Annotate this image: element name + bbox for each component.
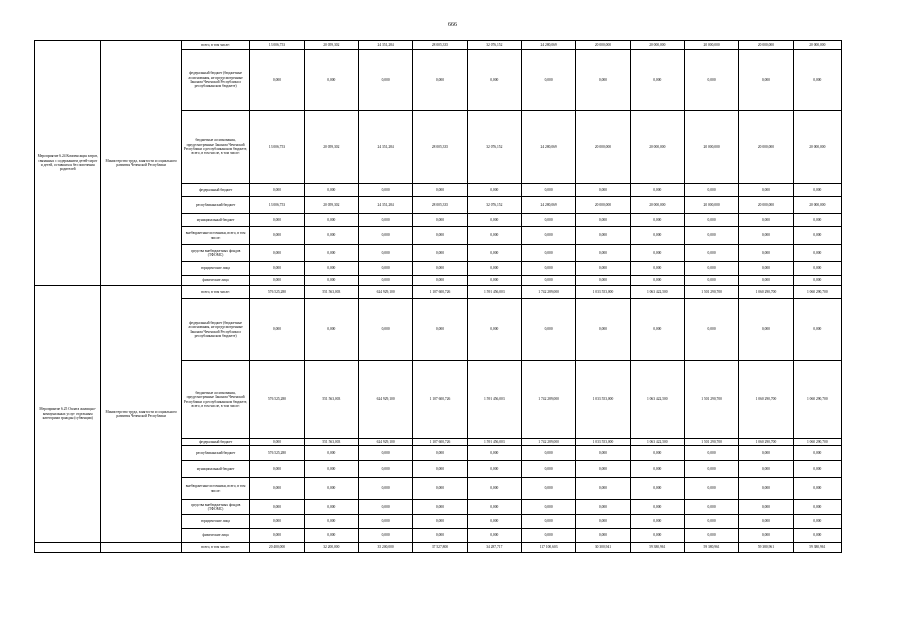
amount-cell: 0,000 xyxy=(521,50,575,111)
amount-cell: 0,000 xyxy=(521,214,575,227)
amount-cell: 0,000 xyxy=(684,276,738,286)
amount-cell: 0,000 xyxy=(739,478,793,500)
amount-cell: 0,000 xyxy=(521,227,575,245)
amount-cell: 0,000 xyxy=(630,529,684,543)
amount-cell: 0,000 xyxy=(521,529,575,543)
amount-cell: 0,000 xyxy=(684,515,738,529)
amount-cell: 0,000 xyxy=(576,245,630,262)
amount-cell: 1 742 289,000 xyxy=(521,286,575,299)
amount-cell: 0,000 xyxy=(630,500,684,515)
amount-cell: 0,000 xyxy=(250,500,304,515)
amount-cell: 0,000 xyxy=(576,184,630,197)
amount-cell: 0,000 xyxy=(413,262,467,276)
amount-cell: 59 380,961 xyxy=(630,543,684,553)
amount-cell: 0,000 xyxy=(576,500,630,515)
amount-cell: 20 000,000 xyxy=(739,111,793,184)
funding-source-cell: республиканский бюджет xyxy=(181,197,249,214)
amount-cell: 0,000 xyxy=(467,227,521,245)
funding-source-cell: всего, в том числе: xyxy=(181,286,249,299)
amount-cell: 0,000 xyxy=(739,50,793,111)
amount-cell: 0,000 xyxy=(358,262,412,276)
funding-source-cell: муниципальный бюджет xyxy=(181,461,249,478)
amount-cell: 0,000 xyxy=(250,262,304,276)
amount-cell: 0,000 xyxy=(793,515,841,529)
amount-cell: 0,000 xyxy=(358,500,412,515)
amount-cell: 576 525,280 xyxy=(250,286,304,299)
amount-cell: 0,000 xyxy=(521,184,575,197)
executor-cell: Министерство труда, занятости и социального развития Чеченской Республики xyxy=(101,286,181,543)
amount-cell: 0,000 xyxy=(413,515,467,529)
amount-cell: 13 006,753 xyxy=(250,197,304,214)
amount-cell: 1 501 290,700 xyxy=(684,361,738,439)
amount-cell: 0,000 xyxy=(684,214,738,227)
amount-cell: 32 076,152 xyxy=(467,197,521,214)
amount-cell: 0,000 xyxy=(413,299,467,361)
amount-cell: 0,000 xyxy=(358,184,412,197)
amount-cell: 1 742 289,000 xyxy=(521,361,575,439)
amount-cell: 0,000 xyxy=(413,50,467,111)
amount-cell: 0,000 xyxy=(793,461,841,478)
amount-cell: 0,000 xyxy=(739,245,793,262)
amount-cell: 1 060 290,700 xyxy=(739,439,793,446)
amount-cell: 0,000 xyxy=(304,262,358,276)
amount-cell: 0,000 xyxy=(739,262,793,276)
amount-cell: 20 000,000 xyxy=(576,41,630,50)
amount-cell: 0,000 xyxy=(358,276,412,286)
amount-cell: 0,000 xyxy=(250,439,304,446)
amount-cell: 0,000 xyxy=(630,245,684,262)
amount-cell: 0,000 xyxy=(630,50,684,111)
amount-cell: 0,000 xyxy=(793,227,841,245)
amount-cell: 0,000 xyxy=(793,500,841,515)
amount-cell: 0,000 xyxy=(630,276,684,286)
amount-cell: 0,000 xyxy=(739,529,793,543)
amount-cell: 0,000 xyxy=(684,461,738,478)
amount-cell: 0,000 xyxy=(413,184,467,197)
funding-source-cell: физические лица xyxy=(181,529,249,543)
amount-cell: 0,000 xyxy=(358,529,412,543)
amount-cell: 0,000 xyxy=(250,515,304,529)
amount-cell: 0,000 xyxy=(304,515,358,529)
measure-name-cell: Мероприятие 6.25 Оплата жилищно-коммунальных услуг отдельным категориям граждан (субвенции) xyxy=(35,286,101,543)
amount-cell: 0,000 xyxy=(576,214,630,227)
amount-cell: 1 060 290,700 xyxy=(793,286,841,299)
amount-cell: 0,000 xyxy=(793,529,841,543)
amount-cell: 0,000 xyxy=(467,262,521,276)
amount-cell: 0,000 xyxy=(467,446,521,461)
amount-cell: 20 059,302 xyxy=(304,197,358,214)
funding-source-cell: федеральный бюджет (бюджетные ассигнования, не предусмотренные Законом Чеченской Республики о республиканском бюджете) xyxy=(181,50,249,111)
amount-cell: 0,000 xyxy=(793,262,841,276)
amount-cell: 0,000 xyxy=(521,446,575,461)
amount-cell: 24 280,069 xyxy=(521,41,575,50)
amount-cell: 20 000,000 xyxy=(630,111,684,184)
amount-cell: 0,000 xyxy=(250,50,304,111)
amount-cell: 0,000 xyxy=(413,529,467,543)
amount-cell: 0,000 xyxy=(576,276,630,286)
amount-cell: 117 100,603 xyxy=(521,543,575,553)
amount-cell: 0,000 xyxy=(250,299,304,361)
amount-cell: 24 280,069 xyxy=(521,197,575,214)
amount-cell: 624 929,100 xyxy=(358,361,412,439)
amount-cell: 551 563,003 xyxy=(304,439,358,446)
amount-cell: 0,000 xyxy=(521,478,575,500)
amount-cell: 20 400,000 xyxy=(250,543,304,553)
amount-cell: 0,000 xyxy=(576,446,630,461)
amount-cell: 0,000 xyxy=(739,515,793,529)
amount-cell: 0,000 xyxy=(576,299,630,361)
amount-cell: 0,000 xyxy=(358,227,412,245)
amount-cell: 0,000 xyxy=(576,227,630,245)
amount-cell: 0,000 xyxy=(793,184,841,197)
amount-cell: 0,000 xyxy=(793,276,841,286)
amount-cell: 0,000 xyxy=(467,500,521,515)
amount-cell: 0,000 xyxy=(630,262,684,276)
amount-cell: 0,000 xyxy=(630,478,684,500)
amount-cell: 0,000 xyxy=(304,276,358,286)
amount-cell: 0,000 xyxy=(467,50,521,111)
amount-cell: 0,000 xyxy=(684,227,738,245)
funding-source-cell: федеральный бюджет xyxy=(181,184,249,197)
funding-source-cell: внебюджетные источники, всего, в том числе: xyxy=(181,227,249,245)
amount-cell: 1 501 290,700 xyxy=(684,439,738,446)
amount-cell: 0,000 xyxy=(630,227,684,245)
amount-cell: 1 060 290,700 xyxy=(739,286,793,299)
amount-cell: 0,000 xyxy=(358,299,412,361)
amount-cell: 0,000 xyxy=(793,214,841,227)
amount-cell: 576 525,280 xyxy=(250,361,304,439)
amount-cell: 0,000 xyxy=(358,461,412,478)
amount-cell: 0,000 xyxy=(467,299,521,361)
amount-cell: 0,000 xyxy=(467,245,521,262)
funding-source-cell: всего, в том числе: xyxy=(181,543,249,553)
amount-cell: 24 351,284 xyxy=(358,111,412,184)
amount-cell: 0,000 xyxy=(358,50,412,111)
amount-cell: 0,000 xyxy=(684,529,738,543)
amount-cell: 20 000,000 xyxy=(630,41,684,50)
amount-cell: 0,000 xyxy=(358,214,412,227)
amount-cell: 0,000 xyxy=(576,262,630,276)
funding-source-cell: муниципальный бюджет xyxy=(181,214,249,227)
amount-cell: 0,000 xyxy=(250,478,304,500)
amount-cell: 0,000 xyxy=(413,227,467,245)
amount-cell: 37 527,800 xyxy=(413,543,467,553)
amount-cell: 0,000 xyxy=(358,245,412,262)
amount-cell: 20 000,000 xyxy=(739,197,793,214)
amount-cell: 0,000 xyxy=(304,500,358,515)
funding-source-cell: физические лица xyxy=(181,276,249,286)
amount-cell: 0,000 xyxy=(684,478,738,500)
amount-cell: 1 063 422,500 xyxy=(630,361,684,439)
funding-source-cell: средства внебюджетных фондов (ТФОМС) xyxy=(181,500,249,515)
amount-cell: 1 033 553,000 xyxy=(576,286,630,299)
amount-cell: 28 005,335 xyxy=(413,111,467,184)
amount-cell: 0,000 xyxy=(358,446,412,461)
amount-cell: 0,000 xyxy=(739,299,793,361)
amount-cell: 0,000 xyxy=(413,214,467,227)
amount-cell: 28 005,335 xyxy=(413,197,467,214)
amount-cell: 0,000 xyxy=(684,446,738,461)
amount-cell: 0,000 xyxy=(250,227,304,245)
funding-source-cell: бюджетные ассигнования, предусмотренные Законом Чеченской Республики о республиканском бюджете, всего, в том числе, в том числе: xyxy=(181,361,249,439)
amount-cell: 0,000 xyxy=(304,214,358,227)
funding-source-cell: республиканский бюджет xyxy=(181,446,249,461)
amount-cell: 0,000 xyxy=(576,461,630,478)
amount-cell: 0,000 xyxy=(521,461,575,478)
amount-cell: 20 000,000 xyxy=(684,111,738,184)
amount-cell: 0,000 xyxy=(521,262,575,276)
amount-cell: 0,000 xyxy=(304,50,358,111)
amount-cell: 1 063 422,500 xyxy=(630,286,684,299)
amount-cell: 0,000 xyxy=(304,478,358,500)
amount-cell: 0,000 xyxy=(684,500,738,515)
amount-cell: 0,000 xyxy=(467,214,521,227)
amount-cell: 0,000 xyxy=(739,227,793,245)
amount-cell: 30 300,941 xyxy=(576,543,630,553)
funding-source-cell: всего, в том числе: xyxy=(181,41,249,50)
amount-cell: 1 107 600,726 xyxy=(413,361,467,439)
amount-cell: 1 060 290,700 xyxy=(793,361,841,439)
amount-cell: 0,000 xyxy=(304,245,358,262)
amount-cell: 1 033 553,000 xyxy=(576,439,630,446)
amount-cell: 0,000 xyxy=(521,500,575,515)
amount-cell: 0,000 xyxy=(630,515,684,529)
amount-cell: 20 059,302 xyxy=(304,111,358,184)
amount-cell: 0,000 xyxy=(521,299,575,361)
amount-cell: 0,000 xyxy=(739,214,793,227)
amount-cell: 0,000 xyxy=(467,184,521,197)
amount-cell: 0,000 xyxy=(521,515,575,529)
empty-cell xyxy=(35,543,101,553)
amount-cell: 34 287,717 xyxy=(467,543,521,553)
amount-cell: 0,000 xyxy=(304,299,358,361)
amount-cell: 0,000 xyxy=(739,461,793,478)
amount-cell: 0,000 xyxy=(467,515,521,529)
amount-cell: 0,000 xyxy=(413,478,467,500)
amount-cell: 1 063 422,500 xyxy=(630,439,684,446)
amount-cell: 20 000,000 xyxy=(793,111,841,184)
amount-cell: 0,000 xyxy=(467,478,521,500)
amount-cell: 13 006,753 xyxy=(250,111,304,184)
amount-cell: 1 591 456,003 xyxy=(467,361,521,439)
amount-cell: 20 059,302 xyxy=(304,41,358,50)
amount-cell: 0,000 xyxy=(576,529,630,543)
amount-cell: 0,000 xyxy=(304,227,358,245)
amount-cell: 59 380,961 xyxy=(684,543,738,553)
amount-cell: 1 591 456,003 xyxy=(467,286,521,299)
amount-cell: 624 929,100 xyxy=(358,439,412,446)
funding-source-cell: средства внебюджетных фондов (ТФОМС) xyxy=(181,245,249,262)
amount-cell: 0,000 xyxy=(467,461,521,478)
amount-cell: 35 200,000 xyxy=(358,543,412,553)
amount-cell: 0,000 xyxy=(576,515,630,529)
amount-cell: 0,000 xyxy=(304,184,358,197)
amount-cell: 1 060 290,700 xyxy=(739,361,793,439)
amount-cell: 0,000 xyxy=(250,529,304,543)
amount-cell: 0,000 xyxy=(739,446,793,461)
amount-cell: 13 006,753 xyxy=(250,41,304,50)
funding-source-cell: федеральный бюджет xyxy=(181,439,249,446)
amount-cell: 32 200,000 xyxy=(304,543,358,553)
amount-cell: 0,000 xyxy=(793,446,841,461)
amount-cell: 0,000 xyxy=(304,529,358,543)
amount-cell: 0,000 xyxy=(793,245,841,262)
page-number: 666 xyxy=(448,22,457,28)
amount-cell: 0,000 xyxy=(576,478,630,500)
amount-cell: 24 280,069 xyxy=(521,111,575,184)
amount-cell: 1 591 456,003 xyxy=(467,439,521,446)
amount-cell: 0,000 xyxy=(521,245,575,262)
funding-source-cell: бюджетные ассигнования, предусмотренные Законом Чеченской Республики о республиканском бюджете, всего, в том числе, в том числе: xyxy=(181,111,249,184)
amount-cell: 0,000 xyxy=(739,276,793,286)
executor-cell: Министерство труда, занятости и социального развития Чеченской Республики xyxy=(101,41,181,286)
amount-cell: 20 000,000 xyxy=(793,41,841,50)
amount-cell: 20 000,000 xyxy=(576,197,630,214)
table-row xyxy=(35,543,842,553)
amount-cell: 0,000 xyxy=(739,184,793,197)
amount-cell: 28 005,335 xyxy=(413,41,467,50)
amount-cell: 0,000 xyxy=(250,276,304,286)
amount-cell: 1 742 289,000 xyxy=(521,439,575,446)
amount-cell: 0,000 xyxy=(684,245,738,262)
amount-cell: 0,000 xyxy=(413,446,467,461)
amount-cell: 1 060 290,700 xyxy=(793,439,841,446)
amount-cell: 576 525,280 xyxy=(250,446,304,461)
amount-cell: 0,000 xyxy=(250,184,304,197)
funding-source-cell: внебюджетные источники, всего, в том числе: xyxy=(181,478,249,500)
amount-cell: 1 107 600,726 xyxy=(413,439,467,446)
amount-cell: 20 000,000 xyxy=(576,111,630,184)
amount-cell: 20 000,000 xyxy=(793,197,841,214)
amount-cell: 0,000 xyxy=(413,500,467,515)
amount-cell: 0,000 xyxy=(684,299,738,361)
amount-cell: 0,000 xyxy=(793,50,841,111)
amount-cell: 624 929,100 xyxy=(358,286,412,299)
amount-cell: 0,000 xyxy=(467,529,521,543)
amount-cell: 0,000 xyxy=(684,262,738,276)
amount-cell: 1 107 600,726 xyxy=(413,286,467,299)
amount-cell: 0,000 xyxy=(630,461,684,478)
funding-source-cell: юридические лица xyxy=(181,262,249,276)
amount-cell: 0,000 xyxy=(304,461,358,478)
amount-cell: 32 076,152 xyxy=(467,41,521,50)
measure-name-cell: Мероприятие 6.24 Компенсация затрат, связанных с содержанием детей-сирот и детей, оставшихся без попечения родителей xyxy=(35,41,101,286)
funding-source-cell: юридические лица xyxy=(181,515,249,529)
amount-cell: 0,000 xyxy=(358,515,412,529)
amount-cell: 0,000 xyxy=(467,276,521,286)
amount-cell: 20 000,000 xyxy=(684,197,738,214)
amount-cell: 0,000 xyxy=(358,478,412,500)
amount-cell: 0,000 xyxy=(630,184,684,197)
amount-cell: 0,000 xyxy=(684,184,738,197)
table-row xyxy=(35,41,842,50)
amount-cell: 0,000 xyxy=(630,446,684,461)
amount-cell: 551 563,003 xyxy=(304,361,358,439)
amount-cell: 32 076,152 xyxy=(467,111,521,184)
amount-cell: 0,000 xyxy=(630,299,684,361)
amount-cell: 0,000 xyxy=(413,461,467,478)
amount-cell: 1 501 290,700 xyxy=(684,286,738,299)
amount-cell: 24 351,284 xyxy=(358,41,412,50)
amount-cell: 20 000,000 xyxy=(739,41,793,50)
amount-cell: 0,000 xyxy=(304,446,358,461)
budget-table xyxy=(34,40,842,553)
funding-source-cell: федеральный бюджет (бюджетные ассигнования, не предусмотренные Законом Чеченской Республики о республиканском бюджете) xyxy=(181,299,249,361)
amount-cell: 20 000,000 xyxy=(684,41,738,50)
amount-cell: 0,000 xyxy=(521,276,575,286)
amount-cell: 59 380,961 xyxy=(793,543,841,553)
empty-cell xyxy=(101,543,181,553)
amount-cell: 0,000 xyxy=(250,214,304,227)
amount-cell: 20 000,000 xyxy=(630,197,684,214)
amount-cell: 59 380,961 xyxy=(739,543,793,553)
amount-cell: 0,000 xyxy=(576,50,630,111)
amount-cell: 0,000 xyxy=(250,461,304,478)
amount-cell: 0,000 xyxy=(793,299,841,361)
amount-cell: 0,000 xyxy=(250,245,304,262)
amount-cell: 0,000 xyxy=(684,50,738,111)
amount-cell: 0,000 xyxy=(630,214,684,227)
amount-cell: 0,000 xyxy=(739,500,793,515)
amount-cell: 1 033 553,000 xyxy=(576,361,630,439)
amount-cell: 0,000 xyxy=(413,276,467,286)
amount-cell: 0,000 xyxy=(413,245,467,262)
amount-cell: 24 351,284 xyxy=(358,197,412,214)
table-row xyxy=(35,286,842,299)
amount-cell: 0,000 xyxy=(793,478,841,500)
amount-cell: 551 563,003 xyxy=(304,286,358,299)
